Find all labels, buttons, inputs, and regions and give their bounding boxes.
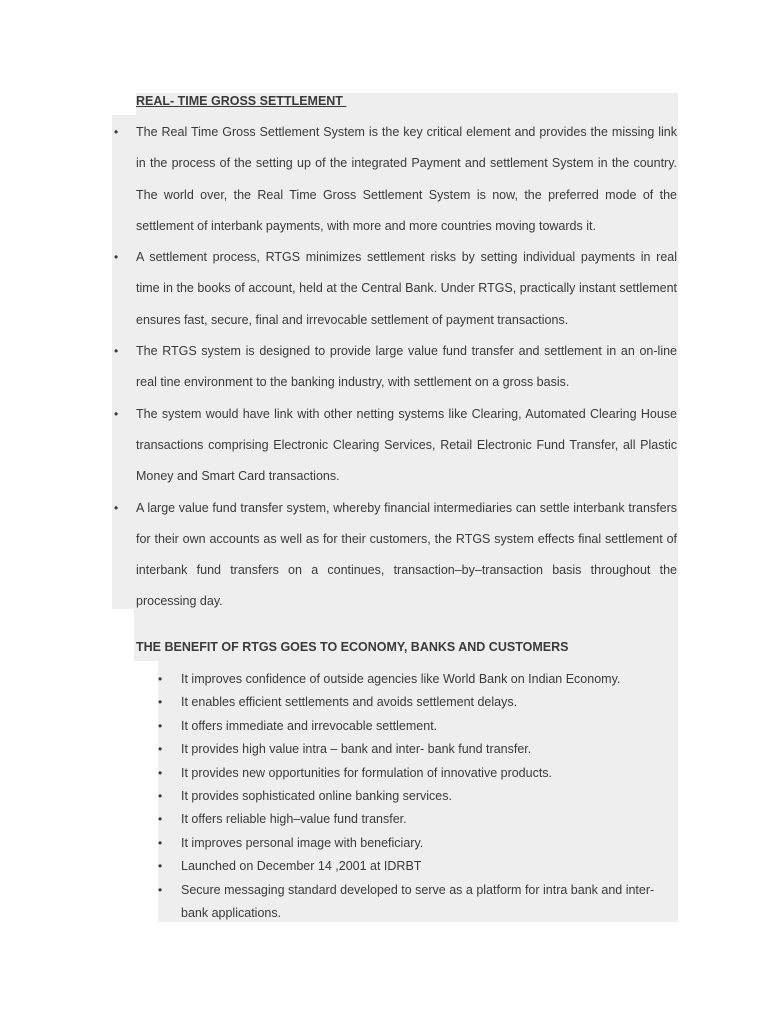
list-item-text: The Real Time Gross Settlement System is the key critical element and provides the missing link in the process of the setting up of the integrated Payment and settlement System in the country. The world over, the Real Time Gross Settlement System is now, the preferred mode of the settlement of interbank payments, with more and more countries moving towards it. (136, 125, 677, 233)
bullet-icon: • (158, 789, 163, 804)
benefit-item (158, 738, 671, 761)
bullet-icon: • (158, 882, 163, 897)
benefit-item-text: Launched on December 14 ,2001 at IDRBT (181, 859, 422, 874)
list-item (114, 493, 677, 618)
bullet-icon: • (158, 835, 163, 850)
benefit-item (158, 832, 671, 855)
bullet-icon: • (114, 250, 119, 265)
list-item (114, 399, 677, 493)
benefit-item (158, 785, 671, 808)
benefits-bullet-list (158, 668, 671, 925)
bullet-icon: • (114, 344, 119, 359)
benefit-item (158, 855, 671, 878)
benefit-item-text: It enables efficient settlements and avoids settlement delays. (181, 695, 518, 710)
main-bullet-list (114, 117, 677, 618)
document-title: REAL- TIME GROSS SETTLEMENT (136, 94, 347, 108)
benefit-item (158, 879, 671, 926)
benefit-item (158, 668, 671, 691)
bullet-icon: • (158, 765, 163, 780)
list-item (114, 336, 677, 399)
bullet-icon: • (158, 812, 163, 827)
benefit-item (158, 691, 671, 714)
benefit-item (158, 808, 671, 831)
list-item-text: The system would have link with other netting systems like Clearing, Automated Clearing House transactions comprising Electronic Clearing Services, Retail Electronic Fund Transfer, all Plastic Money and Smart Card transactions. (136, 406, 677, 484)
benefit-item (158, 715, 671, 738)
highlight-notch (112, 93, 136, 115)
benefits-heading: THE BENEFIT OF RTGS GOES TO ECONOMY, BANKS AND CUSTOMERS (136, 640, 569, 654)
list-item (114, 117, 677, 242)
list-item-text: A large value fund transfer system, whereby financial intermediaries can settle interbank transfers for their own accounts as well as for their customers, the RTGS system effects final settlement of interbank fund transfers on a continues, transaction–by–transaction basis throughout the processing day. (136, 500, 677, 609)
bullet-icon: • (158, 859, 163, 874)
bullet-icon: • (158, 718, 163, 733)
benefit-item-text: Secure messaging standard developed to serve as a platform for intra bank and inter-bank applications. (181, 882, 655, 921)
benefit-item-text: It offers reliable high–value fund transfer. (181, 812, 407, 827)
benefit-item (158, 762, 671, 785)
benefit-item-text: It provides high value intra – bank and inter- bank fund transfer. (181, 742, 532, 757)
benefit-item-text: It improves confidence of outside agencies like World Bank on Indian Economy. (181, 672, 621, 686)
benefit-item-text: It provides sophisticated online banking services. (181, 789, 452, 804)
bullet-icon: • (114, 500, 119, 515)
list-item (114, 242, 677, 336)
benefit-item-text: It offers immediate and irrevocable settlement. (181, 718, 438, 733)
list-item-text: A settlement process, RTGS minimizes settlement risks by setting individual payments in real time in the books of account, held at the Central Bank. Under RTGS, practically instant settlement ensures fast, secure, final and irrevocable settlement of payment transactions. (136, 250, 677, 327)
bullet-icon: • (158, 742, 163, 757)
benefit-item-text: It provides new opportunities for formulation of innovative products. (181, 765, 553, 780)
bullet-icon: • (158, 695, 163, 710)
list-item-text: The RTGS system is designed to provide large value fund transfer and settlement in an on-line real tine environment to the banking industry, with settlement on a gross basis. (136, 344, 677, 390)
benefit-item-text: It improves personal image with beneficiary. (181, 835, 424, 850)
bullet-icon: • (158, 672, 163, 686)
bullet-icon: • (114, 125, 119, 139)
bullet-icon: • (114, 406, 119, 421)
